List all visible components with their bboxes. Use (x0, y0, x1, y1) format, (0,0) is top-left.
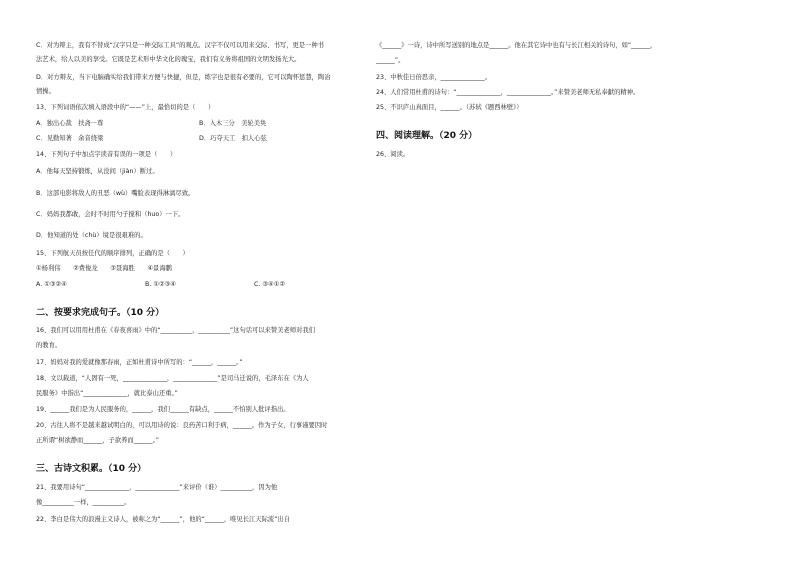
q12-option-c-line2: 法艺术，给人以美的享受。它既是艺术形中华文化的瑰宝，我们有义务将祖国的文明发扬光大。 (36, 56, 301, 63)
q16-line1: 16、我们可以用用杜甫在《春夜喜雨》中的“__________，__________”这句话可以来赞美老师对我们 (36, 327, 316, 334)
q20-line1: 20、古往人将不是越来越试明白的，可以用诗的说：良药苦口利于病，______。作为子女，行事谨要因时 (36, 422, 328, 429)
q20-line2: 正所谓“树欲静而______，子欲养而______。” (36, 437, 160, 444)
q13-option-d: D．巧夺天工 扣人心弦 (199, 135, 267, 142)
q25: 25、不识庐山真面目，______。（苏轼《题西林壁》） (376, 104, 523, 111)
q19: 19、______我们是为人民服务的，______，我们______有缺点，______不怕别人批评指出。 (36, 406, 290, 413)
q12-option-d-line2: 情操。 (36, 88, 55, 95)
section-3-heading: 三、古诗文积累。（10 分） (36, 464, 147, 474)
q14-option-c: C．妈妈我都敢，会时不时用勺子搅和（huo）一下。 (36, 211, 185, 218)
q15-astronaut-list: ①杨利伟 ②费俊龙 ③聂海胜 ④景海鹏 (36, 265, 172, 272)
section-2-heading: 二、按要求完成句子。（10 分） (36, 308, 165, 318)
section-4-heading: 四、阅读理解。（20 分） (376, 131, 478, 141)
q12-option-d-line1: D．对方辩友，当下电脑确实给我们带来方便与快捷，但是，练字也是很有必要的，它可以陶怀惩慧，陶冶 (36, 74, 331, 81)
q14-option-b: B．这部电影将敌人的丑恶（wù）嘴脸表现得淋漓尽致。 (36, 190, 195, 197)
q14-option-d: D．他知道的处（chù）境是很艰难的。 (36, 232, 147, 239)
q13-option-c: C．见勤知著 余音绕梁 (36, 135, 104, 142)
q24: 24、人们常用杜甫的诗句：“______________，______________。”来赞美老师无私奉献的精神。 (376, 89, 640, 96)
q15-option-a: A. ①③②④ (36, 281, 67, 288)
q13-option-a: A．独出心裁 扶斋一尊 (36, 120, 104, 127)
q15-option-b: B. ①②③④ (145, 281, 176, 288)
q22-line1: 22、李白是伟大的浪漫主义诗人，被称之为“______”，他的“______，唯见长江天际流”出自 (36, 516, 291, 523)
q18-line2: 民服务》中指出“______________，就比泰山还重。” (36, 390, 178, 397)
q22-line2: 《______》一诗，诗中所写送别的地点是______。他在其它诗中也有与长江相关的诗句，如“______， (376, 42, 657, 49)
q13-stem: 13、下列词语依次填入语段中的“——”上，最恰切的是（ ） (36, 104, 215, 111)
q21-line2: 像__________一样，__________。 (36, 499, 131, 506)
q17: 17、妈妈对我的爱就像那春雨，正如杜甫诗中所写的：“______，______。” (36, 359, 243, 366)
q12-option-c-line1: C．对为辩主，我有不替成“汉字只是一种交际工具”的观点。汉字不仅可以用来交际、书写，更是一种书 (36, 42, 324, 49)
q14-option-a: A．他每天坚持锻炼，从没间（jiàn）断过。 (36, 168, 159, 175)
q22-line3: ______”。 (376, 57, 405, 64)
q14-stem: 14、下列句子中加点字读音有误的一项是（ ） (36, 151, 177, 158)
q23: 23、中秋佳日倍思亲，______________。 (376, 74, 492, 81)
q15-option-c: C. ③④①② (254, 281, 285, 288)
q15-stem: 15、下列航天员按任代的顺序排列，正确的是（ ） (36, 250, 189, 257)
q26: 26、阅读。 (376, 151, 410, 158)
q18-line1: 18、文以载道，“人固有一死，______________，______________”是司马迁说的，毛泽东在《为人 (36, 375, 309, 382)
q21-line1: 21、我要用诗句“______________，______________”来评价（谁）__________，因为他 (36, 484, 278, 491)
q16-line2: 的教育。 (36, 342, 62, 349)
q13-option-b: B．入木三分 美轮美奂 (199, 120, 267, 127)
